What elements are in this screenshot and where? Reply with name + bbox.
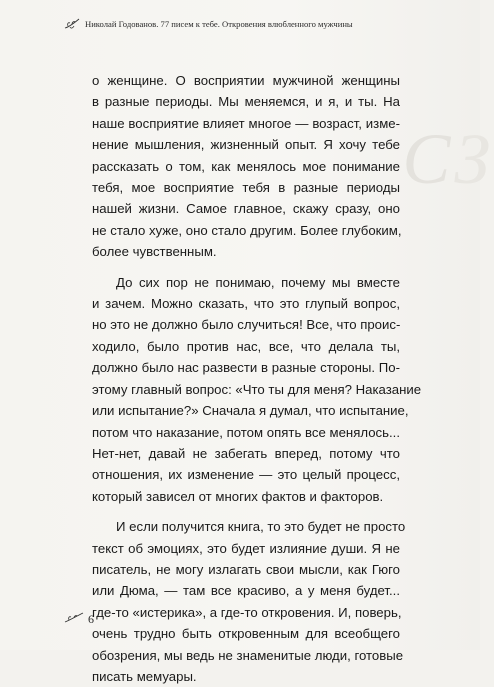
text-line: более чувственным. [92, 244, 217, 260]
text-line: или Дюма, — там все красиво, а у меня будет... [92, 583, 400, 599]
text-line: тебя, мое восприятие тебя в разные периоды [92, 180, 400, 196]
text-line: и зачем. Можно сказать, что это глупый вопрос, [92, 296, 400, 312]
paragraph [92, 70, 400, 263]
text-line: писать мемуары. [92, 668, 197, 684]
text-line: обозрения, мы ведь не знаменитые люди, готовые [92, 647, 404, 663]
text-line: наше восприятие влияет многое — возраст, изме- [92, 115, 400, 131]
flourish-icon [64, 18, 80, 30]
body-text [92, 70, 422, 687]
text-line: писатель, не могу излагать свои мысли, как Гюго [92, 561, 400, 577]
page-number: 6 [88, 611, 94, 626]
text-line: нение мышления, жизненный опыт. Я хочу тебе [92, 137, 400, 153]
text-line: очень трудно быть откровенным для всеобщего [92, 626, 400, 642]
text-line: Нет-нет, давай не забегать вперед, потому что [92, 445, 400, 461]
paragraph [92, 272, 422, 507]
text-line: потом что наказание, потом опять все менялось... [92, 424, 400, 440]
show-through-decoration: CЗ [402, 119, 494, 199]
text-line: текст об эмоциях, это будет излияние души. Я не [92, 540, 400, 556]
text-line: ходило, было против нас, все, что делала ты, [92, 338, 400, 354]
text-line: До сих пор не понимаю, почему мы вместе [116, 274, 400, 290]
text-line: где-то «истерика», а где-то откровения. И, поверь, [92, 604, 402, 620]
text-line: о женщине. О восприятии мужчиной женщины [92, 73, 400, 88]
text-line: И если получится книга, то это будет не просто [116, 519, 406, 535]
text-line: в разные периоды. Мы меняемся, и я, и ты. На [92, 94, 400, 110]
text-line: рассказать о том, как менялось мое понимание [92, 158, 400, 174]
running-title: Николай Годованов. 77 писем к тебе. Откровения влюбленного мужчины [85, 19, 353, 29]
text-line: отношения, их изменение — это целый процесс, [92, 467, 400, 483]
text-line: должно было нас развести в разные стороны. По- [92, 360, 400, 376]
page-footer [64, 610, 94, 628]
paragraph [92, 516, 406, 687]
text-line: нашей жизни. Самое главное, скажу сразу, оно [92, 201, 400, 217]
text-line: или испытание?» Сначала я думал, что испытание, [92, 403, 409, 419]
text-line: который зависел от многих фактов и факторов. [92, 488, 384, 504]
flourish-icon [64, 610, 84, 628]
text-line: этому главный вопрос: «Что ты для меня? Наказание [92, 381, 422, 397]
text-line: не стало хуже, оно стало другим. Более глубоким, [92, 222, 402, 238]
running-header [64, 18, 353, 30]
text-line: но это не должно было случиться! Все, что проис- [92, 317, 401, 333]
